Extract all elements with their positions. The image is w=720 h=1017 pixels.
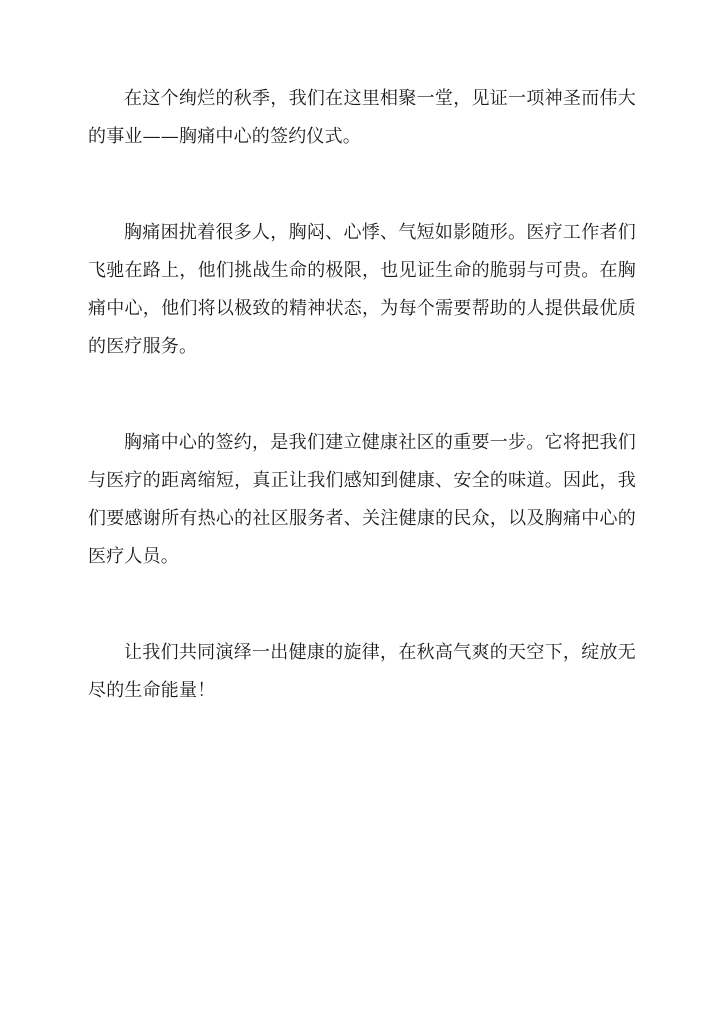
document-body [88,80,636,768]
paragraph-chest-pain: 胸痛困扰着很多人，胸闷、心悸、气短如影随形。医疗工作者们飞驰在路上，他们挑战生命的极限，也见证生命的脆弱与可贵。在胸痛中心，他们将以极致的精神状态，为每个需要帮助的人提供最优质的医疗服务。 [88,222,636,357]
paragraph-opening: 在这个绚烂的秋季，我们在这里相聚一堂，见证一项神圣而伟大的事业——胸痛中心的签约仪式。 [88,88,636,147]
paragraph-closing: 让我们共同演绎一出健康的旋律，在秋高气爽的天空下，绽放无尽的生命能量！ [88,642,636,701]
paragraph-signing: 胸痛中心的签约，是我们建立健康社区的重要一步。它将把我们与医疗的距离缩短，真正让我们感知到健康、安全的味道。因此，我们要感谢所有热心的社区服务者、关注健康的民众，以及胸痛中心的医疗人员。 [88,432,636,567]
